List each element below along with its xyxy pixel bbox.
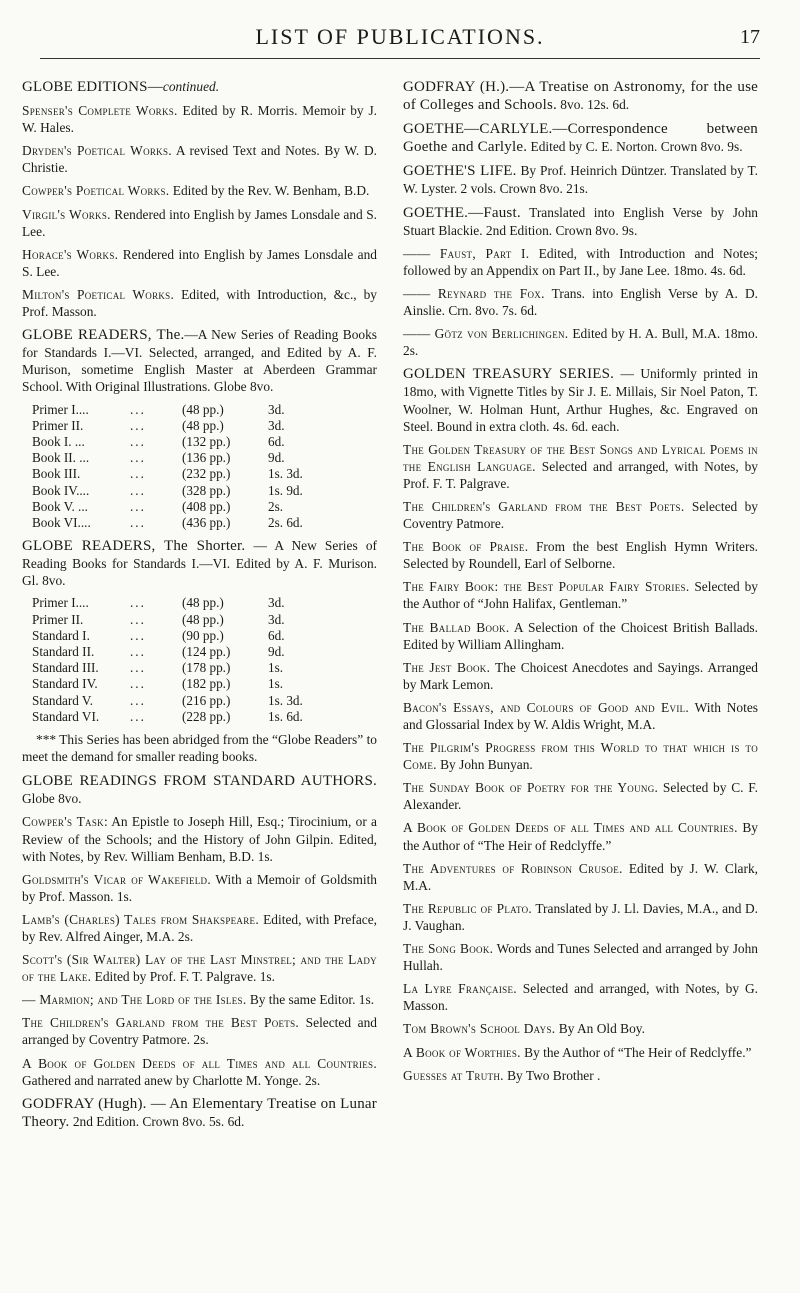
text-span: Edited by Prof. F. T. Palgrave. 1s. [91,969,275,985]
text-span: Cowper's Task [22,814,104,830]
text-span: ... [130,627,146,643]
text-span: A Selection of the Choicest British Ballads. Edited by William Allingham. [403,619,758,652]
text-span: A revised Text and Notes. By W. D. Christie. [22,143,377,176]
text-span: Primer I.... [32,595,89,611]
text-span: GLOBE READERS, The Shorter. [22,538,246,555]
text-span: GODFRAY (Hugh). — An Elementary Treatise on Lunar Theory. [22,1095,377,1130]
text-span: Selected and arranged, with Notes, by G. Masson. [403,981,758,1014]
text-span: Virgil's Works. [22,206,111,222]
text-span: The Golden Treasury of the Best Songs and Lyrical Poems in the English Language. [403,441,758,474]
text-span: (48 pp.) [182,611,224,627]
text-span: GLOBE EDITIONS— [22,79,163,95]
text-span: ... [130,644,146,660]
text-span: The Song Book. [403,941,494,957]
text-span: (328 pp.) [182,482,231,498]
text-span: Translated into English Verse by John Stuart Blackie. 2nd Edition. Crown 8vo. 9s. [403,204,758,238]
table-row [32,595,328,611]
text-span: ... [130,514,146,530]
text-span: Standard I. [32,627,90,643]
text-span: The Choicest Anecdotes and Sayings. Arranged by Mark Lemon. [403,659,759,692]
entry-virgil [22,206,377,240]
text-span: Globe 8vo. [22,791,82,807]
table-row [32,402,328,418]
text-span: Selected by the Author of “John Halifax, Gentleman.” [403,579,758,612]
text-span: The Republic of Plato. [403,900,533,916]
entry-faust-part1 [403,245,758,279]
text-span: With Notes and Glossarial Index by W. Aldis Wright, M.A. [403,699,758,732]
table-row [32,450,328,466]
entry-goethe-carlyle [403,120,758,156]
entry-children-garland [22,1014,377,1048]
text-span: —A New Series of Reading Books for Standards I.—VI. Selected, arranged, and Edited by A. F. Murison, sometime English Master at Aberdeen Grammar School. With Original Illustrations. Globe 8vo. [22,327,378,395]
entry-best-songs [403,441,758,492]
text-span: Milton's Poetical Works. [22,286,175,302]
text-span: ... [130,417,146,433]
text-span: Edited by C. E. Norton. Crown 8vo. 9s. [527,139,743,155]
entry-scott [22,951,377,985]
entry-golden-deeds [22,1055,377,1089]
text-span: Book I. ... [32,433,85,449]
text-span: 9d. [268,450,285,466]
text-span: ... [130,660,146,676]
text-span: 6d. [268,627,285,643]
text-span: 3d. [268,401,285,417]
text-span: The Adventures of Robinson Crusoe. [403,860,623,876]
text-span: A Book of Golden Deeds of all Times and all Countries. [22,1055,377,1071]
entry-ballad-book [403,619,758,653]
text-span: Edited by J. W. Clark, M.A. [403,860,758,893]
globe-readers-shorter-table [32,595,328,725]
text-span: 3d. [268,595,285,611]
entry-song-book [403,940,758,974]
entry-globe-readings [22,772,377,807]
text-span: Gathered and narrated anew by Charlotte M. Yonge. 2s. [22,1072,321,1088]
left-column [22,78,377,1137]
text-span: Scott's (Sir Walter) Lay of the Last Minstrel; and the Lady of the Lake. [22,952,377,985]
series-note: *** This Series has been abridged from the “Globe Readers” to meet the demand for smaller reading books. [22,732,377,765]
text-span: By Prof. Heinrich Düntzer. Translated by T. W. Lyster. 2 vols. Crown 8vo. 21s. [403,163,758,197]
entry-plato [403,900,758,934]
text-span: (178 pp.) [182,660,231,676]
entry-guesses [403,1067,758,1084]
text-span: 6d. [268,433,285,449]
text-span: ... [130,595,146,611]
entry-dryden [22,142,377,176]
table-row [32,515,328,531]
text-span: Edited by R. Morris. Memoir by J. W. Hales. [22,103,378,136]
page-header [40,18,760,59]
text-span: 9d. [268,644,285,660]
text-span: Translated by J. Ll. Davies, M.A., and D. J. Vaughan. [403,900,759,933]
table-row [32,644,328,660]
text-span: The Ballad Book. [403,619,510,635]
table-row [32,418,328,434]
text-span: La Lyre Française. [403,981,517,997]
text-span: 3d. [268,417,285,433]
table-row [32,499,328,515]
entry-goethe-faust [403,204,758,239]
text-span: ... [130,450,146,466]
section-heading-globe-editions [22,78,377,96]
table-row [32,612,328,628]
table-row [32,434,328,450]
text-span: Selected by Coventry Patmore. [403,498,758,532]
entry-goethe-life [403,162,758,197]
text-span: Edited by the Rev. W. Benham, B.D. [169,183,370,199]
text-span: ... [130,676,146,692]
text-span: 3d. [268,611,285,627]
entry-jest-book [403,659,758,693]
entry-bacon [403,699,758,733]
table-row [32,628,328,644]
text-span: By the Author of “The Heir of Redclyffe.” [520,1044,752,1060]
entry-spenser [22,102,377,136]
text-span: The Pilgrim's Progress from this World to that which is to Come. [403,740,758,773]
text-span: Edited, with Introduction, &c., by Prof. Masson. [22,286,377,320]
text-span: (136 pp.) [182,450,231,466]
text-span: The Jest Book. [403,659,491,675]
text-span: (182 pp.) [182,676,231,692]
entry-children-garland-right [403,498,758,532]
text-span: GOETHE—CARLYLE.—Correspondence between Goethe and Carlyle. [403,121,758,156]
entry-golden-deeds-right [403,819,758,853]
text-span: A Book of Worthies. [403,1044,521,1060]
text-span: ... [130,401,146,417]
text-span: (90 pp.) [182,627,224,643]
text-span: Horace's Works. [22,246,119,262]
text-span: The Fairy Book: the Best Popular Fairy Stories. [403,579,690,595]
text-span: 1s. 6d. [268,708,303,724]
text-span: Standard III. [32,660,99,676]
text-span: — Marmion; and The Lord of the Isles. [22,992,247,1008]
text-span: GOETHE.—Faust. [403,204,521,221]
text-span: Standard V. [32,692,94,708]
text-span: Edited, with Preface, by Rev. Alfred Ainger, M.A. 2s. [22,911,378,944]
text-span: Cowper's Poetical Works. [22,183,170,199]
text-span: ... [130,708,146,724]
entry-book-praise [403,538,758,572]
text-span: Trans. into English Verse by A. D. Ainslie. Crn. 8vo. 7s. 6d. [403,285,758,319]
text-span: Primer I.... [32,401,89,417]
text-span: Book VI.... [32,514,91,530]
text-span: — Uniformly printed in 18mo, with Vignette Titles by Sir J. E. Millais, Sir Noel Paton, T. Woolner, W. Holman Hunt, Arthur Hughes, &c. Engraved on Steel. Bound in extra cloth. 4s. 6d. each. [403,366,758,434]
text-span: ... [130,498,146,514]
text-span: (436 pp.) [182,514,231,530]
text-span: —— Reynard the Fox. [403,285,545,301]
text-span: Selected and arranged by Coventry Patmore. 2s. [22,1015,377,1048]
text-span: Standard VI. [32,708,100,724]
text-span: GLOBE READINGS FROM STANDARD AUTHORS. [22,773,377,790]
globe-readers-table [32,402,328,532]
entry-milton [22,286,377,320]
text-span: Dryden's Poetical Works. [22,143,172,159]
text-span: Words and Tunes Selected and arranged by John Hullah. [403,941,758,974]
text-span: The Children's Garland from the Best Poets. [403,498,685,514]
text-span: 1s. [268,660,284,676]
entry-goldsmith [22,871,377,905]
text-span: (124 pp.) [182,644,231,660]
text-span: GLOBE READERS, The. [22,327,185,344]
entry-cowper-task [22,813,377,864]
text-span: 1s. [268,676,284,692]
text-span: (232 pp.) [182,466,231,482]
entry-worthies [403,1044,758,1061]
text-span: GOETHE'S LIFE. [403,163,517,180]
right-column [403,78,758,1090]
text-span: ... [130,692,146,708]
entry-gotz [403,325,758,359]
text-span: ... [130,466,146,482]
text-span: Guesses at Truth. [403,1067,504,1083]
text-span: The Children's Garland from the Best Poets. [22,1015,300,1031]
text-span: Goldsmith's Vicar of Wakefield. [22,871,211,887]
text-span: Rendered into English by James Lonsdale and S. Lee. [22,246,377,279]
page-number: 17 [740,26,760,48]
table-row [32,709,328,725]
text-span: Bacon's Essays, and Colours of Good and Evil. [403,699,690,715]
entry-pilgrim [403,739,758,773]
entry-tom-brown [403,1020,758,1037]
text-span: (48 pp.) [182,401,224,417]
text-span: Book III. [32,466,81,482]
text-span: (48 pp.) [182,595,224,611]
text-span: By the same Editor. 1s. [246,992,375,1008]
text-span: By the Author of “The Heir of Redclyffe.” [403,820,758,853]
text-span: 2nd Edition. Crown 8vo. 5s. 6d. [69,1113,245,1129]
text-span: 2s. 6d. [268,514,303,530]
table-row [32,466,328,482]
text-span: Edited, with Introduction and Notes; followed by an Appendix on Part II., by Jane Lee. 18mo. 4s. 6d. [403,245,759,278]
entry-fairy-book [403,578,758,612]
text-span: Selected by C. F. Alexander. [403,780,758,813]
text-span: 1s. 3d. [268,466,303,482]
text-span: Primer II. [32,417,84,433]
text-span: Tom Brown's School Days. [403,1021,556,1037]
table-row [32,676,328,692]
text-span: By John Bunyan. [436,757,533,773]
text-span: Selected and arranged, with Notes, by Prof. F. T. Palgrave. [403,458,758,491]
entry-sunday-book [403,779,758,813]
text-span: 2s. [268,498,284,514]
table-row [32,483,328,499]
text-span: The Sunday Book of Poetry for the Young. [403,780,659,796]
text-span: (228 pp.) [182,708,231,724]
text-span: ... [130,611,146,627]
entry-horace [22,246,377,280]
text-span: — A New Series of Reading Books for Standards I.—VI. Edited by A. F. Murison. Gl. 8vo. [22,538,377,589]
text-span: Standard II. [32,644,95,660]
text-span: ... [130,433,146,449]
text-span: (408 pp.) [182,498,231,514]
text-span: GODFRAY (H.).—A Treatise on Astronomy, for the use of Colleges and Schools. [403,79,758,114]
text-span: GOLDEN TREASURY SERIES. [403,366,615,383]
text-span: : An Epistle to Joseph Hill, Esq.; Tirocinium, or a Review of the Schools; and the History of John Gilpin. Edited, with Notes, by Rev. William Benham, B.D. 1s. [22,814,377,864]
text-span: With a Memoir of Goldsmith by Prof. Masson. 1s. [22,871,377,904]
text-span: From the best English Hymn Writers. Selected by Roundell, Earl of Selborne. [403,539,758,572]
text-span: Edited by H. A. Bull, M.A. 18mo. 2s. [403,326,758,359]
table-row [32,660,328,676]
text-span: —— Faust, Part I. [403,245,530,261]
entry-reynard [403,285,758,319]
text-span: Primer II. [32,611,84,627]
text-span: Book II. ... [32,450,90,466]
entry-golden-treasury [403,365,758,434]
text-span: Book V. ... [32,498,88,514]
table-row [32,693,328,709]
text-span: A Book of Golden Deeds of all Times and all Countries. [403,820,738,836]
entry-globe-readers [22,326,377,395]
text-span: 1s. 3d. [268,692,303,708]
text-span: Standard IV. [32,676,98,692]
entry-godfray-hugh [22,1095,377,1131]
text-span: (216 pp.) [182,692,231,708]
text-span: Rendered into English by James Lonsdale and S. Lee. [22,206,377,239]
text-span: 1s. 9d. [268,482,303,498]
entry-godfray-h [403,78,758,114]
text-span: —— Götz von Berlichingen. [403,326,569,342]
text-span: Lamb's (Charles) Tales from Shakspeare. [22,911,259,927]
text-span: By Two Brother . [503,1067,601,1083]
entry-marmion [22,991,377,1008]
text-span: (48 pp.) [182,417,224,433]
text-span: The Book of Praise. [403,539,529,555]
entry-crusoe [403,860,758,894]
text-span: 8vo. 12s. 6d. [556,97,630,113]
page-title: LIST OF PUBLICATIONS. [255,24,545,49]
text-span: (132 pp.) [182,433,231,449]
entry-globe-readers-shorter [22,537,377,589]
text-span: continued. [162,79,220,94]
text-span: Book IV.... [32,482,90,498]
entry-cowper [22,182,377,199]
text-span: Spenser's Complete Works. [22,103,178,119]
text-span: By An Old Boy. [555,1021,645,1037]
text-span: ... [130,482,146,498]
entry-lamb [22,911,377,945]
entry-lyre [403,980,758,1014]
